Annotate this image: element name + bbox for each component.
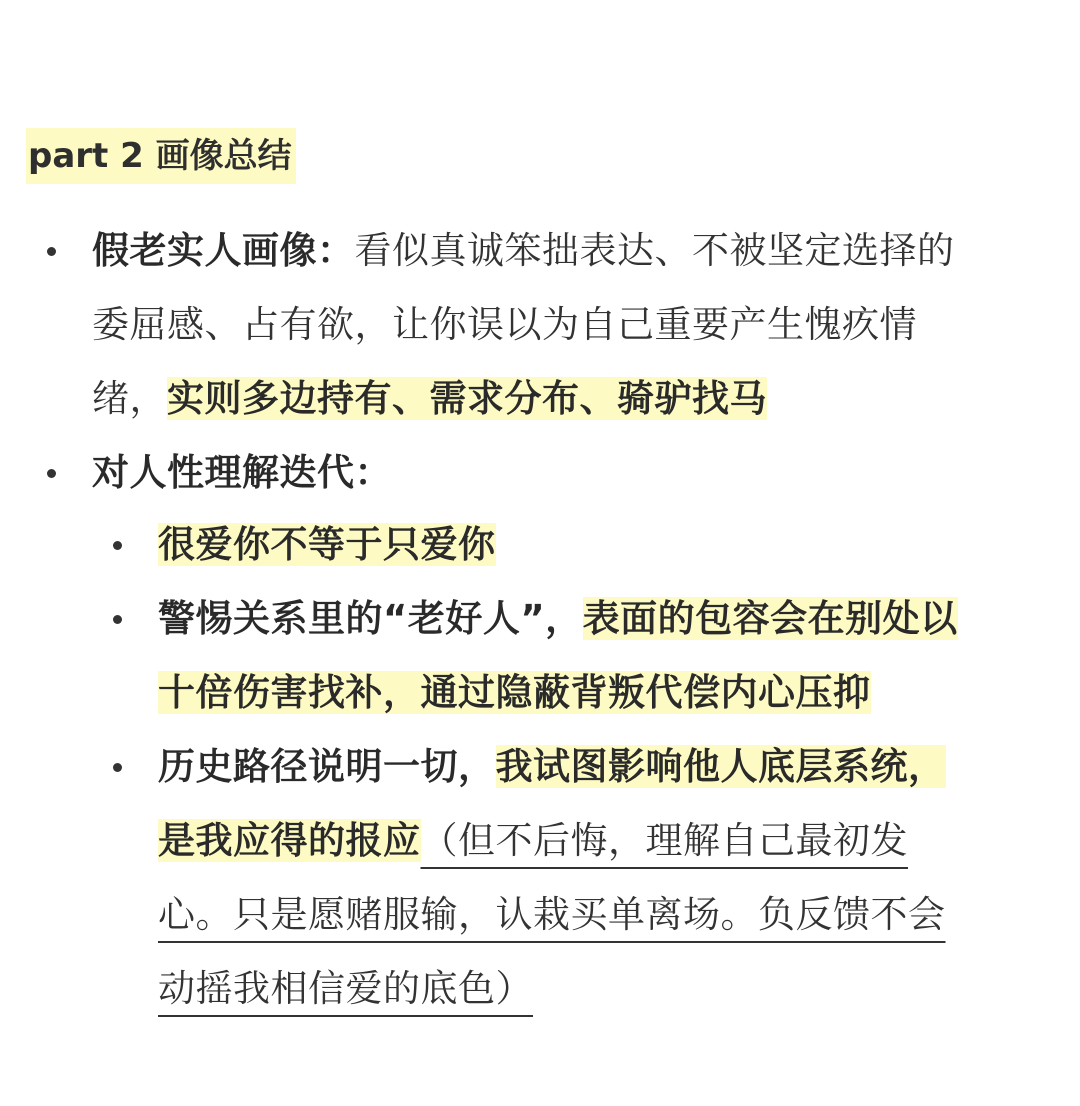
- item-text: 看似真诚笨拙表达、不被坚定选择的: [354, 229, 955, 272]
- underlined-note: 心。只是愿赌服输，认栽买单离场。负反馈不会: [158, 893, 946, 936]
- highlighted-text: 很爱你不等于只爱你: [158, 523, 496, 566]
- list-item-fake-honest: [92, 214, 1037, 436]
- list-line: [158, 508, 1038, 582]
- item-label: 假老实人画像：: [92, 229, 355, 272]
- section-title: part 2 画像总结: [26, 128, 296, 184]
- item-text: 历史路径说明一切，: [158, 745, 496, 788]
- highlighted-text: 我试图影响他人底层系统，: [495, 745, 946, 788]
- sub-item-history: [158, 730, 1028, 1026]
- bullet-dot: [47, 469, 56, 478]
- highlighted-text: 表面的包容会在别处以: [582, 597, 958, 640]
- bullet-dot: [113, 615, 122, 624]
- highlighted-text: 是我应得的报应: [158, 819, 421, 862]
- list-line: [158, 804, 1028, 878]
- bullet-dot: [47, 247, 56, 256]
- list-line: [92, 214, 1037, 288]
- list-item-human-nature: [92, 436, 1037, 510]
- item-label: 对人性理解迭代：: [92, 451, 392, 494]
- bullet-dot: [113, 541, 122, 550]
- item-text: 绪，: [92, 377, 167, 420]
- item-text: 委屈感、占有欲，让你误以为自己重要产生愧疚情: [92, 303, 917, 346]
- list-line: [158, 952, 1028, 1026]
- highlighted-text: 实则多边持有、需求分布、骑驴找马: [167, 377, 767, 420]
- underlined-note: 动摇我相信爱的底色）: [158, 967, 533, 1010]
- sub-item-love: [158, 508, 1038, 582]
- underlined-note: （但不后悔，理解自己最初发: [420, 819, 908, 862]
- list-line: [158, 656, 1018, 730]
- list-line: [92, 362, 1037, 436]
- list-line: [158, 582, 1018, 656]
- item-text: 警惕关系里的“老好人”，: [158, 597, 583, 640]
- sub-item-nice-person: [158, 582, 1018, 730]
- list-line: [158, 730, 1028, 804]
- list-line: [158, 878, 1028, 952]
- bullet-dot: [113, 763, 122, 772]
- highlighted-text: 十倍伤害找补，通过隐蔽背叛代偿内心压抑: [158, 671, 871, 714]
